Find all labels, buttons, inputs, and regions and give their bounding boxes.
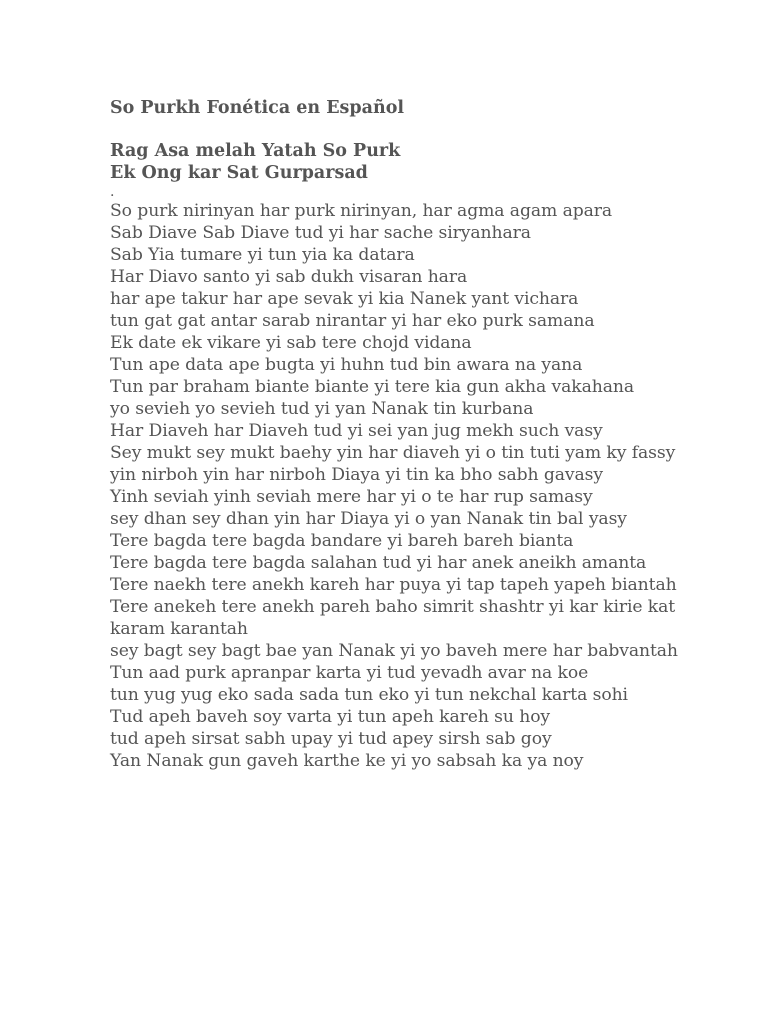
verse-line: So purk nirinyan har purk nirinyan, har agma agam apara <box>110 201 613 221</box>
verse-line: Sab Yia tumare yi tun yia ka datara <box>110 245 415 265</box>
heading-line-2: Ek Ong kar Sat Gurparsad <box>110 163 368 183</box>
document-title: So Purkh Fonética en Español <box>110 98 405 118</box>
verse-line: yin nirboh yin har nirboh Diaya yi tin ka bho sabh gavasy <box>110 465 604 485</box>
verse-line: har ape takur har ape sevak yi kia Nanek yant vichara <box>110 289 579 309</box>
verse-line: Tun par braham biante biante yi tere kia gun akha vakahana <box>110 377 634 397</box>
verse-line: tun yug yug eko sada sada tun eko yi tun nekchal karta sohi <box>110 685 628 705</box>
verse-line: sey bagt sey bagt bae yan Nanak yi yo baveh mere har babvantah <box>110 641 678 661</box>
separator-dot: . <box>110 184 115 200</box>
verse-line: Ek date ek vikare yi sab tere chojd vidana <box>110 333 472 353</box>
document-page <box>110 96 730 772</box>
verse-line: yo sevieh yo sevieh tud yi yan Nanak tin kurbana <box>110 399 534 419</box>
verse-line: tud apeh sirsat sabh upay yi tud apey sirsh sab goy <box>110 729 552 749</box>
verse-line: Har Diaveh har Diaveh tud yi sei yan jug mekh such vasy <box>110 421 603 441</box>
verse-line: Tere bagda tere bagda bandare yi bareh bareh bianta <box>110 531 574 551</box>
verse-line: Tud apeh baveh soy varta yi tun apeh kareh su hoy <box>110 707 551 727</box>
verse-line: Sey mukt sey mukt baehy yin har diaveh yi o tin tuti yam ky fassy <box>110 443 676 463</box>
verse-line: Tere anekeh tere anekh pareh baho simrit shashtr yi kar kirie kat karam karantah <box>110 597 676 639</box>
verse-body <box>110 200 730 772</box>
heading-line-1: Rag Asa melah Yatah So Purk <box>110 141 401 161</box>
verse-line: Har Diavo santo yi sab dukh visaran hara <box>110 267 468 287</box>
verse-line: Tun ape data ape bugta yi huhn tud bin awara na yana <box>110 355 583 375</box>
verse-line: Yan Nanak gun gaveh karthe ke yi yo sabsah ka ya noy <box>110 751 584 771</box>
verse-line: Tere naekh tere anekh kareh har puya yi tap tapeh yapeh biantah <box>110 575 677 595</box>
verse-line: Tun aad purk apranpar karta yi tud yevadh avar na koe <box>110 663 589 683</box>
verse-line: Yinh seviah yinh seviah mere har yi o te har rup samasy <box>110 487 593 507</box>
verse-line: sey dhan sey dhan yin har Diaya yi o yan Nanak tin bal yasy <box>110 509 627 529</box>
verse-line: Sab Diave Sab Diave tud yi har sache siryanhara <box>110 223 531 243</box>
verse-line: tun gat gat antar sarab nirantar yi har eko purk samana <box>110 311 595 331</box>
verse-line: Tere bagda tere bagda salahan tud yi har anek aneikh amanta <box>110 553 647 573</box>
